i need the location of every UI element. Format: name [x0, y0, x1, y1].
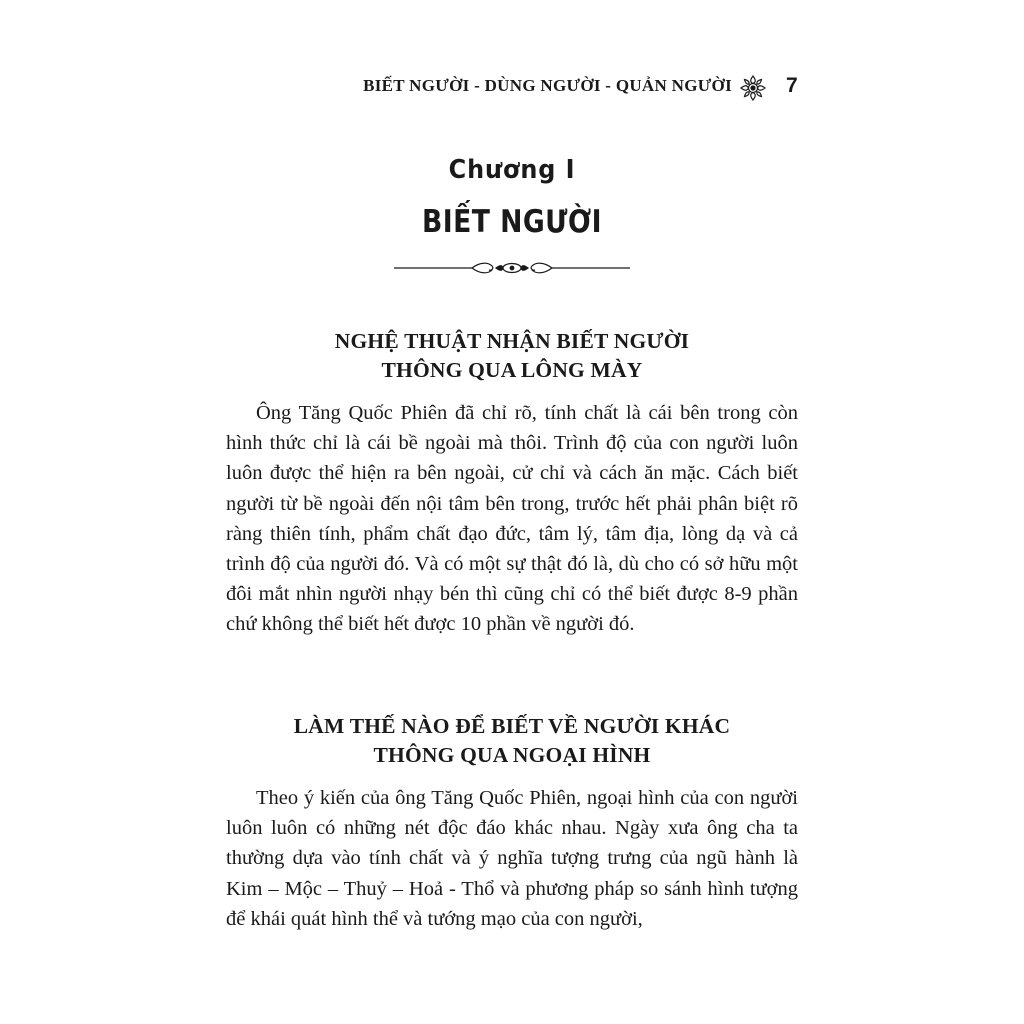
- page-number: 7: [786, 74, 798, 97]
- section-heading-line: THÔNG QUA LÔNG MÀY: [381, 358, 643, 382]
- chapter-title: BIẾT NGƯỜI: [422, 204, 602, 240]
- section-heading-line: NGHỆ THUẬT NHẬN BIẾT NGƯỜI: [334, 329, 690, 353]
- flourish-divider-icon: [392, 258, 632, 278]
- section-heading-line: THÔNG QUA NGOẠI HÌNH: [373, 743, 651, 767]
- running-header: [0, 72, 1024, 102]
- section-heading-line: LÀM THẾ NÀO ĐỂ BIẾT VỀ NGƯỜI KHÁC: [293, 714, 731, 738]
- body-paragraph: Ông Tăng Quốc Phiên đã chỉ rõ, tính chất là cái bên trong còn hình thức chỉ là cái bề ngoài mà thôi. Trình độ của con người luôn luôn được thể hiện ra bên ngoài, cử chỉ và cách ăn mặc. Cách biết người từ bề ngoài đến nội tâm bên trong, trước hết phải phân biệt rõ ràng thiên tính, phẩm chất đạo đức, tâm lý, tâm địa, lòng dạ và cả trình độ của người đó. Và có một sự thật đó là, dù cho có sở hữu một đôi mắt nhìn người nhạy bén thì cũng chỉ có thể biết được 8-9 phần chứ không thể biết hết được 10 phần về người đó.: [226, 402, 798, 636]
- section-heading-appearance: [0, 712, 1024, 770]
- section-heading-eyebrows: [0, 327, 1024, 385]
- body-paragraph: Theo ý kiến của ông Tăng Quốc Phiên, ngoại hình của con người luôn luôn có những nét độc đáo khác nhau. Ngày xưa ông cha ta thường dựa vào tính chất và ý nghĩa tượng trưng của ngũ hành là Kim – Mộc – Thuỷ – Hoả - Thổ và phương pháp so sánh hình tượng để khái quát hình thể và tướng mạo của con người,: [226, 787, 798, 930]
- running-title: BIẾT NGƯỜI - DÙNG NGƯỜI - QUẢN NGƯỜI: [363, 76, 732, 95]
- chapter-label: Chương I: [448, 155, 576, 185]
- lotus-ornament-icon: [739, 74, 767, 102]
